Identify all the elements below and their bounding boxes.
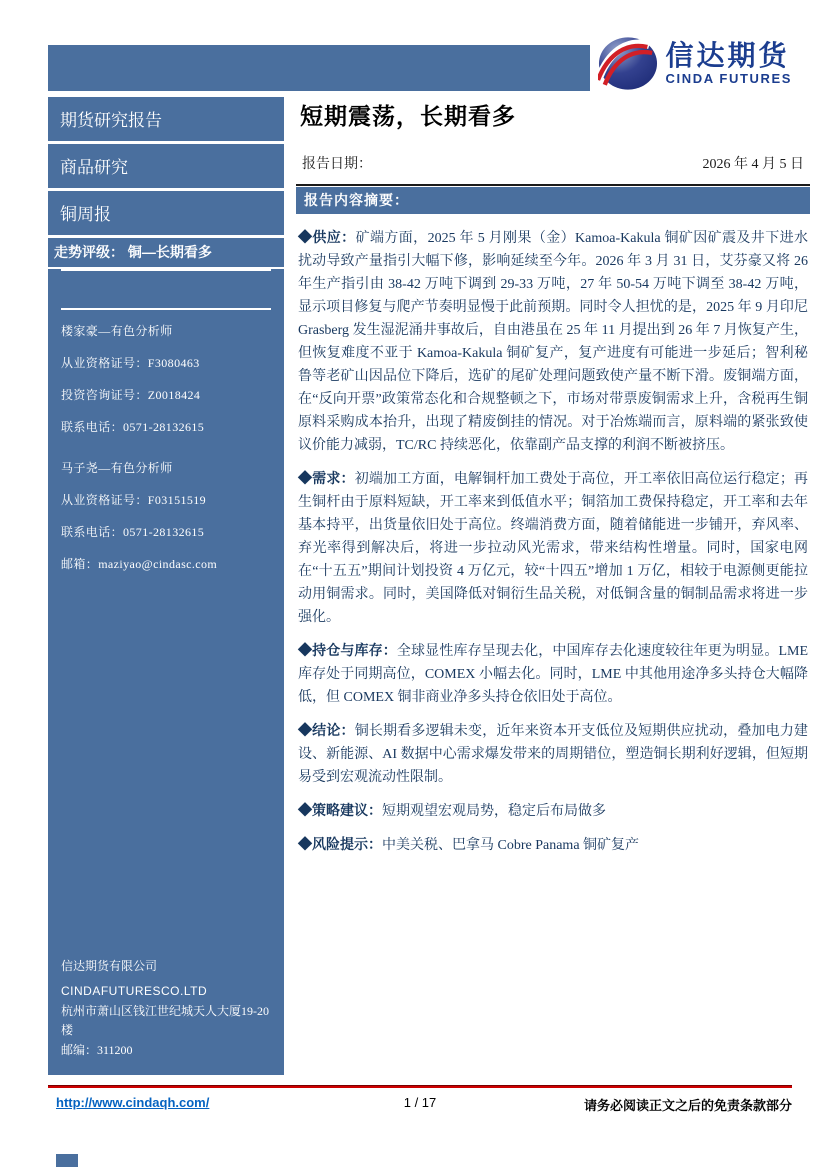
footer-link[interactable]: http://www.cindaqh.com/ [56, 1095, 210, 1110]
analyst-phone: 联系电话：0571-28132615 [61, 420, 205, 434]
section-label: ◆需求： [298, 472, 355, 487]
sidebar-box-futures-research: 期货研究报告 [48, 97, 284, 141]
report-main [296, 98, 810, 868]
section-label: ◆持仓与库存： [298, 644, 397, 659]
section-label: ◆结论： [298, 724, 355, 739]
summary-body [296, 227, 810, 857]
section-conclusion [296, 720, 810, 789]
logo-text [666, 41, 792, 86]
section-supply [296, 227, 810, 457]
section-label: ◆风险提示： [298, 838, 382, 853]
section-text: 铜长期看多逻辑未变，近年来资本开支低位及短期供应扰动，叠加电力建设、新能源、AI 数据中心需求爆发带来的周期错位，塑造铜长期利好逻辑，但短期易受到宏观流动性限制。 [298, 724, 808, 785]
summary-header: 报告内容摘要： [296, 187, 810, 214]
header-accent-bar [48, 45, 590, 91]
analyst-block-2 [61, 459, 271, 572]
company-info [61, 957, 274, 1058]
footer-disclaimer: 请务必阅读正文之后的免责条款部分 [583, 1098, 792, 1113]
report-date-row [302, 153, 804, 173]
analyst-name: 楼家豪—有色分析师 [61, 324, 173, 338]
section-demand [296, 468, 810, 629]
section-positions-inventory [296, 640, 810, 709]
analyst-block-1 [61, 322, 271, 435]
analyst-email: 邮箱：maziyao@cindasc.com [61, 557, 218, 571]
page-title: 短期震荡，长期看多 [300, 103, 516, 129]
section-text: 中美关税、巴拿马 Cobre Panama 铜矿复产 [382, 838, 640, 853]
sidebar-box-commodity-research: 商品研究 [48, 144, 284, 188]
analyst-credential: 从业资格证号：F3080463 [61, 356, 200, 370]
cinda-logo-icon [598, 36, 658, 91]
company-postcode: 邮编：311200 [61, 1043, 133, 1057]
section-label: ◆供应： [298, 231, 356, 246]
footer [48, 1095, 792, 1115]
company-logo [598, 36, 792, 91]
analyst-name: 马子尧—有色分析师 [61, 461, 173, 475]
footer-divider [48, 1085, 792, 1088]
trend-rating: 走势评级： 铜—长期看多 [48, 238, 284, 269]
section-text: 初端加工方面，电解铜杆加工费处于高位，开工率依旧高位运行稳定；再生铜杆由于原料短缺，开工率来到低值水平；铜箔加工费保持稳定，开工率和去年基本持平，出货量依旧处于高位。终端消费方面，随着储能进一步铺开，弃风率、弃光率得到解决后，将进一步拉动风光需求，带来结构性增量。同时，国家电网在“十五五”期间计划投资 4 万亿元，较“十四五”增加 1 万亿，相较于电源侧更能拉动用铜需求。同时，美国降低对铜衍生品关税，对低铜含量的铜制品需求将进一步强化。 [298, 472, 808, 625]
sidebar [48, 97, 284, 1075]
sidebar-body [48, 269, 284, 1075]
company-name-en: CINDAFUTURESCO.LTD [61, 984, 208, 998]
sidebar-box-copper-weekly: 铜周报 [48, 191, 284, 235]
analyst-phone: 联系电话：0571-28132615 [61, 525, 205, 539]
analyst-credential: 从业资格证号：F03151519 [61, 493, 207, 507]
section-text: 短期观望宏观局势，稳定后布局做多 [382, 804, 606, 819]
section-risk [296, 834, 810, 857]
corner-accent-box [56, 1154, 78, 1167]
analyst-divider [61, 269, 271, 310]
section-text: 矿端方面，2025 年 5 月刚果（金）Kamoa-Kakula 铜矿因矿震及井下进水扰动导致产量指引大幅下修，影响延续至今年。2026 年 3 月 31 日，艾芬豪又将 26 年生产指引由 38-42 万吨下调到 29-33 万吨，27 年 50-54 万吨下调至 38-42 万吨，显示项目修复与爬产节奏明显慢于此前预期。同时令人担忧的是，2025 年 9 月印尼 Grasberg 发生湿泥涌井事故后，自由港虽在 25 年 11 月提出到 26 年 7 月恢复产生，但恢复难度不亚于 Kamoa-Kakula 铜矿复产，复产进度有可能进一步延后；智利秘鲁等老矿山因品位下降后，选矿的尾矿处理问题致使产量不断下滑。废铜端方面，在“反向开票”政策常态化和合规整顿之下，市场对带票废铜需求上升，含税再生铜原料采购成本抬升，出现了精废倒挂的情况。对于冶炼端而言，原料端的紧张致使议价能力减弱，TC/RC 持续恶化，依靠副产品支撑的利润不断被挤压。 [298, 231, 808, 453]
header-divider [296, 184, 810, 186]
section-text: 全球显性库存呈现去化，中国库存去化速度较往年更为明显。LME 库存处于同期高位，COMEX 小幅去化。同时，LME 中其他用途净多头持仓大幅降低，但 COMEX 铜非商业净多头持仓依旧处于高位。 [298, 644, 808, 705]
report-date-label: 报告日期： [302, 157, 372, 172]
section-label: ◆策略建议： [298, 804, 382, 819]
section-strategy [296, 800, 810, 823]
page-number: 1 / 17 [403, 1095, 437, 1110]
logo-english-name: CINDA FUTURES [665, 71, 792, 87]
company-name: 信达期货有限公司 [61, 959, 158, 973]
report-date-value: 2026 年 4 月 5 日 [702, 157, 804, 172]
company-address: 杭州市萧山区钱江世纪城天人大厦19-20楼 [61, 1004, 269, 1037]
analyst-advisory-number: 投资咨询证号：Z0018424 [61, 388, 201, 402]
logo-chinese-name: 信达期货 [665, 39, 790, 71]
